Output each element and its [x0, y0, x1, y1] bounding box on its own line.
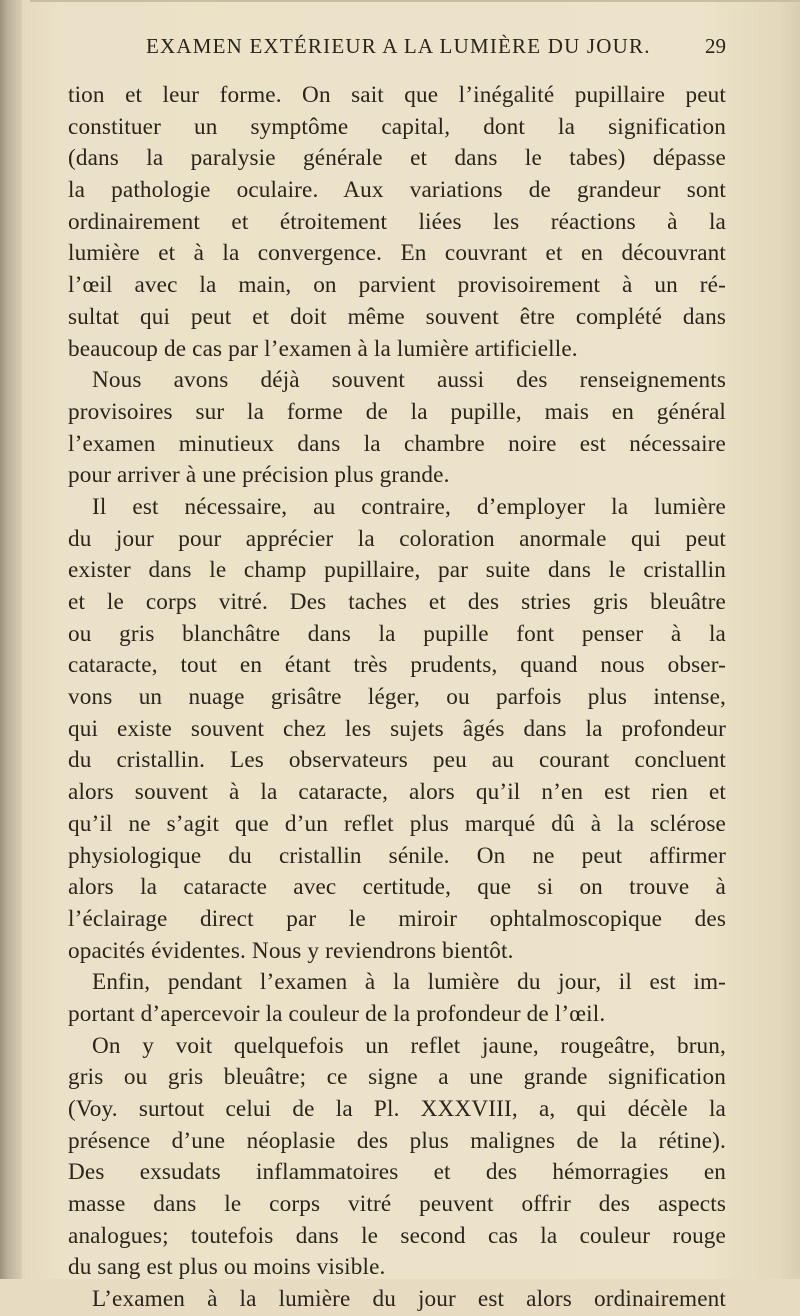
text-line: constituer un symptôme capital, dont la signification	[68, 113, 726, 140]
text-line: opacités évidentes. Nous y reviendrons bientôt.	[68, 937, 514, 964]
text-line: (Voy. surtout celui de la Pl. XXXVIII, a, qui décèle la	[68, 1096, 726, 1122]
text-line: ou gris blanchâtre dans la pupille font penser à la	[68, 620, 726, 647]
text-line: ordinairement et étroitement liées les réactions à la	[68, 208, 726, 235]
running-header	[68, 34, 726, 64]
text-line: L’examen à la lumière du jour est alors ordinairement	[92, 1286, 726, 1313]
text-line: Il est nécessaire, au contraire, d’employer la lumière	[92, 493, 726, 520]
text-line: qui existe souvent chez les sujets âgés dans la profondeur	[68, 715, 726, 742]
text-line: pour arriver à une précision plus grande.	[68, 462, 450, 489]
text-line: alors souvent à la cataracte, alors qu’il n’en est rien et	[68, 779, 726, 806]
text-line: exister dans le champ pupillaire, par suite dans le cristallin	[68, 557, 726, 584]
text-line: masse dans le corps vitré peuvent offrir des aspects	[68, 1191, 726, 1218]
text-line: sultat qui peut et doit même souvent être complété dans	[68, 303, 726, 330]
running-title: EXAMEN EXTÉRIEUR A LA LUMIÈRE DU JOUR.	[146, 34, 651, 58]
text-line: du sang est plus ou moins visible.	[68, 1254, 386, 1281]
text-line: et le corps vitré. Des taches et des stries gris bleuâtre	[68, 589, 726, 615]
text-line: l’éclairage direct par le miroir ophtalmoscopique des	[68, 905, 726, 932]
text-line: du jour pour apprécier la coloration anormale qui peut	[68, 525, 726, 552]
text-line: Enfin, pendant l’examen à la lumière du jour, il est im-	[92, 969, 726, 996]
text-line: portant d’apercevoir la couleur de la profondeur de l’œil.	[68, 1000, 606, 1027]
top-edge-rule	[30, 0, 800, 2]
text-line: présence d’une néoplasie des plus malignes de la rétine).	[68, 1127, 726, 1154]
page-number: 29	[705, 34, 726, 58]
text-line: l’œil avec la main, on parvient provisoirement à un ré-	[68, 272, 726, 299]
text-line: cataracte, tout en étant très prudents, quand nous obser-	[68, 652, 726, 679]
text-line: On y voit quelquefois un reflet jaune, rougeâtre, brun,	[92, 1032, 726, 1059]
text-line: qu’il ne s’agit que d’un reflet plus marqué dû à la sclérose	[68, 810, 726, 837]
text-line: provisoires sur la forme de la pupille, mais en général	[68, 398, 726, 425]
text-line: physiologique du cristallin sénile. On ne peut affirmer	[68, 842, 726, 869]
text-line: du cristallin. Les observateurs peu au courant concluent	[68, 747, 726, 774]
text-line: tion et leur forme. On sait que l’inégalité pupillaire peut	[68, 82, 726, 108]
page-spine-shadow	[0, 0, 22, 1279]
text-line: lumière et à la convergence. En couvrant et en découvrant	[68, 240, 726, 267]
text-line: Des exsudats inflammatoires et des hémorragies en	[68, 1159, 726, 1186]
text-line: analogues; toutefois dans le second cas la couleur rouge	[68, 1222, 726, 1249]
text-line: gris ou gris bleuâtre; ce signe a une grande signification	[68, 1064, 726, 1091]
text-line: beaucoup de cas par l’examen à la lumière artificielle.	[68, 335, 578, 362]
text-line: Nous avons déjà souvent aussi des renseignements	[92, 367, 726, 394]
body-text	[68, 80, 726, 1316]
text-line: la pathologie oculaire. Aux variations de grandeur sont	[68, 177, 726, 204]
text-line: l’examen minutieux dans la chambre noire est nécessaire	[68, 430, 726, 457]
text-line: vons un nuage grisâtre léger, ou parfois plus intense,	[68, 684, 726, 711]
text-line: (dans la paralysie générale et dans le tabes) dépasse	[68, 145, 726, 172]
text-line: alors la cataracte avec certitude, que si on trouve à	[68, 874, 726, 901]
